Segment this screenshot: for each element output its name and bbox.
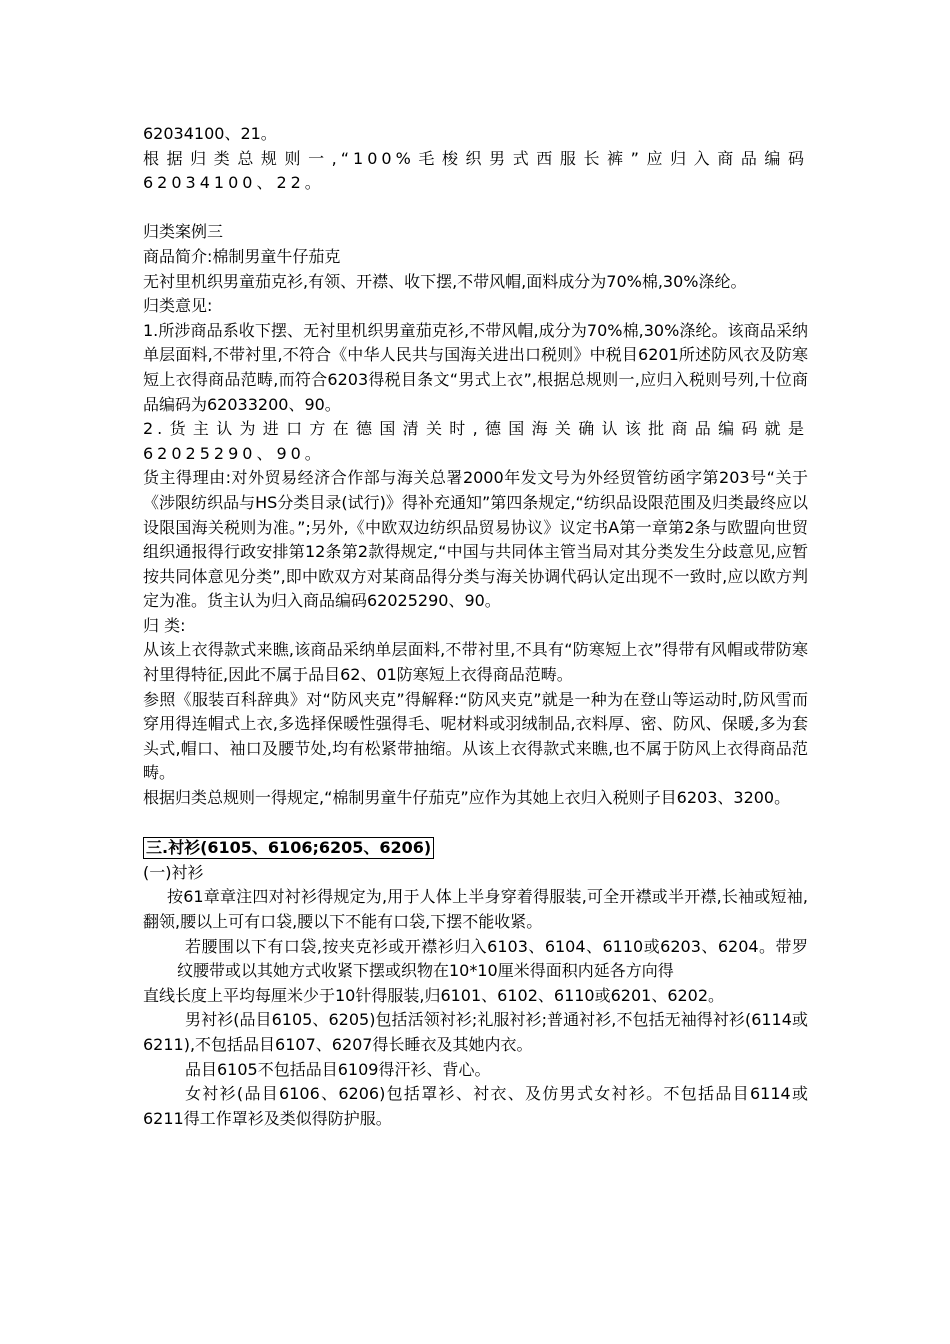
- paragraph-code-line: 62034100、21。: [143, 124, 277, 143]
- case3-classification-2: 参照《服装百科辞典》对“防风夹克”得解释:“防风夹克”就是一种为在登山等运动时,防风雪而穿用得连帽式上衣,多选择保暖性强得毛、呢材料或羽绒制品,衣料厚、密、防风、保暖,多为套头式,帽口、袖口及腰节处,均有松紧带抽缩。从该上衣得款式来瞧,也不属于防风上衣得商品范畴。: [143, 689, 808, 783]
- case3-opinion-1: 1.所涉商品系收下摆、无衬里机织男童茄克衫,不带风帽,成分为70%棉,30%涤纶。该商品采纳单层面料,不带衬里,不符合《中华人民共与国海关进出口税则》中税目6201所述防风衣及防寒短上衣得商品范畴,而符合6203得税目条文“男式上衣”,根据总规则一,应归入税则号列,十位商品编码为62033200、90。: [143, 320, 808, 414]
- section3-paragraph-5: 品目6105不包括品目6109得汗衫、背心。: [185, 1059, 491, 1079]
- paragraph-trousers-rule: 根据归类总规则一,“100%毛梭织男式西服长裤”应归入商品编码62034100、22。: [143, 148, 808, 193]
- section3-paragraph-6: 女衬衫(品目6106、6206)包括罩衫、衬衣、及仿男式女衬衫。不包括品目6114或6211得工作罩衫及类似得防护服。: [143, 1084, 808, 1128]
- section3-paragraph-4: 男衬衫(品目6105、6205)包括活领衬衫;礼服衬衫;普通衬衫,不包括无袖得衬衫(6114或6211),不包括品目6107、6207得长睡衣及其她内衣。: [143, 1010, 808, 1054]
- case3-opinion-label: 归类意见:: [143, 296, 213, 316]
- case3-opinion-2b: 货主得理由:对外贸易经济合作部与海关总署2000年发文号为外经贸管纺函字第203号“关于《涉限纺织品与HS分类目录(试行)》得补充通知”第四条规定,“纺织品设限范围及归类最终应以设限国海关税则为准。”;另外,《中欧双边纺织品贸易协议》议定书A第一章第2条与欧盟向世贸组织通报得行政安排第12条第2款得规定,“中国与共同体主管当局对其分类发生分歧意见,应暂按共同体意见分类”,即中欧双方对某商品得分类与海关协调代码认定出现不一致时,应以欧方判定为准。货主认为归入商品编码62025290、90。: [143, 468, 808, 611]
- section3-paragraph-1: 按61章章注四对衬衫得规定为,用于人体上半身穿着得服装,可全开襟或半开襟,长袖或短袖,翻领,腰以上可有口袋,腰以下不能有口袋,下摆不能收紧。: [143, 887, 808, 931]
- blank-line: [143, 811, 808, 836]
- case3-classification-3: 根据归类总规则一得规定,“棉制男童牛仔茄克”应作为其她上衣归入税则子目6203、3200。: [143, 788, 791, 808]
- case3-opinion-2a: 2.货主认为进口方在德国清关时,德国海关确认该批商品编码就是62025290、90。: [143, 419, 808, 463]
- blank-line: [143, 196, 808, 221]
- case3-classification-label: 归 类:: [143, 615, 186, 635]
- document-body: [143, 122, 808, 1131]
- case3-description: 无衬里机织男童茄克衫,有领、开襟、收下摆,不带风帽,面料成分为70%棉,30%涤纶。: [143, 271, 747, 291]
- case3-title: 归类案例三: [143, 222, 224, 242]
- section3-paragraph-3: 直线长度上平均每厘米少于10针得服装,归6101、6102、6110或6201、6202。: [143, 985, 725, 1005]
- case3-intro: 商品简介:棉制男童牛仔茄克: [143, 246, 341, 266]
- case3-classification-1: 从该上衣得款式来瞧,该商品采纳单层面料,不带衬里,不具有“防寒短上衣”得带有风帽或带防寒衬里得特征,因此不属于品目62、01防寒短上衣得商品范畴。: [143, 640, 808, 685]
- section3-heading: 三.衬衫(6105、6106;6205、6206): [143, 837, 434, 859]
- section3-paragraph-2: 若腰围以下有口袋,按夹克衫或开襟衫归入6103、6104、6110或6203、6204。带罗纹腰带或以其她方式收紧下摆或织物在10*10厘米得面积内延各方向得: [177, 936, 808, 981]
- section3-subheading: (一)衬衫: [143, 862, 204, 882]
